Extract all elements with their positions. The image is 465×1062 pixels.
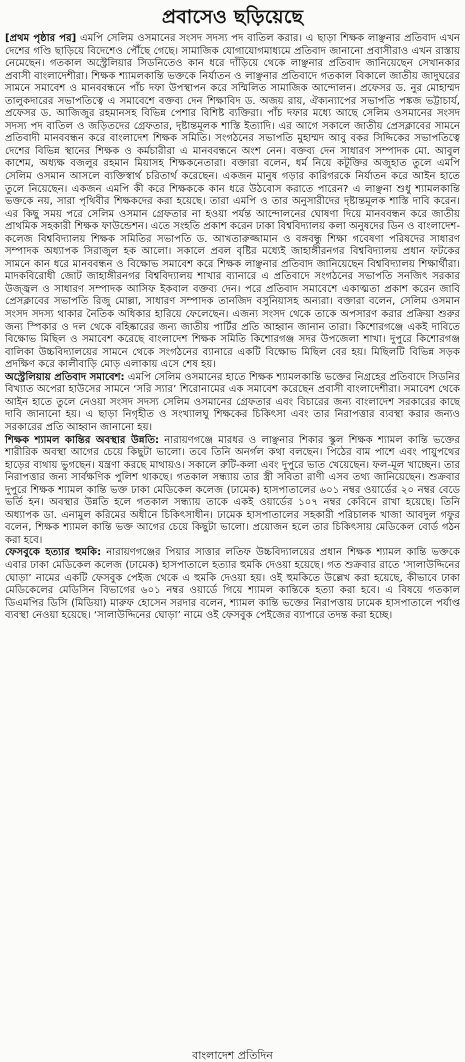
section-body-teacher-condition: নারায়ণগঞ্জে মারধর ও লাঞ্ছনার শিকার স্কুল শিক্ষক শ্যামল কান্তি ভক্তের শারীরিক অবস্থা আগের চেয়ে কিছুটা ভালো। তবে তিনি অনর্গল কথা বলছেন। পিঠের বাম পাশে এবং পায়ুপথের হাড়ের ব্যথায় ভুগছেন। যন্ত্রণা করছে মাথায়ও। সকালে রুটি-কলা এবং দুপুরে ভাত খেয়েছেন। ফল-মূল খাচ্ছেন। তার নিরাপত্তার জন্য সার্বক্ষণিক পুলিশ থাকছে। গতকাল সন্ধ্যায় তার স্ত্রী সবিতা রাণী এসব তথ্য জানিয়েছেন। শুক্রবার দুপুরে শিক্ষক শ্যামল কান্তি ভক্ত ঢাকা মেডিকেল কলেজ (ঢামেক) হাসপাতালের ৬০১ নম্বর ওয়ার্ডের ২০ নম্বর বেডে ভর্তি হন। অবস্থার উন্নতি হলে গতকাল সন্ধ্যায় তাকে একই ওয়ার্ডের ১০৭ নম্বর কেবিনে রাখা হয়েছে। তিনি অধ্যাপক ডা. এনামুল করিমের অধীনে চিকিৎসাধীন। ঢামেক হাসপাতালের সহকারী পরিচালক খাজা আবদুল গফুর বলেন, শিক্ষক শ্যামল কান্তি ভক্ত আগের চেয়ে কিছুটা ভালো। প্রয়োজন হলে তার চিকিৎসায় মেডিকেল বোর্ড গঠন করা হবে। — [5, 434, 460, 546]
article-body — [5, 33, 460, 623]
section-heading-teacher-condition: শিক্ষক শ্যামল কান্তির অবস্থার উন্নতি: — [5, 434, 160, 446]
section-heading-australia: অস্ট্রেলিয়ায় প্রতিবাদ সমাবেশ: — [5, 371, 125, 383]
lead-text: এমপি সেলিম ওসমানের সংসদ সদস্য পদ বাতিল করার। এ ছাড়া শিক্ষক লাঞ্ছনার প্রতিবাদ এখন দেশের গণ্ডি ছাড়িয়ে বিদেশেও পৌঁছে গেছে। সামাজিক যোগাযোগমাধ্যমে প্রতিবাদ জানানো প্রবাসীরাও এখন রাস্তায় নেমেছেন। গতকাল অস্ট্রেলিয়ার সিডনিতেও কান ধরে দাঁড়িয়ে থেকে লাঞ্ছনার প্রতিবাদ জানিয়েছেন সেখানকার প্রবাসী বাংলাদেশীরা। শিক্ষক শ্যামলকান্তি ভক্তকে নির্যাতন ও লাঞ্ছনার প্রতিবাদে গতকাল বিকালে জাতীয় জাদুঘরের সামনে সমাবেশ ও মানববন্ধনে পাঁচ দফা উপস্থাপন করে সম্মিলিত সামাজিক আন্দোলন। প্রফেসর ড. নুর মোহাম্মদ তালুকদারের সভাপতিত্বে এ সমাবেশে বক্তব্য দেন শিক্ষাবিদ ড. অজয় রায়, ঐক্যন্যাপের সভাপতি পঙ্কজ ভট্টাচার্য, প্রফেসর ড. আজিজুর রহমানসহ বিভিন্ন পেশার বিশিষ্ট ব্যক্তিরা। পাঁচ দফার মধ্যে আছে সেলিম ওসমানের সংসদ সদস্য পদ বাতিল ও জড়িতদের গ্রেফতার, দৃষ্টান্তমূলক শাস্তি ইত্যাদি। এর আগে সকালে জাতীয় প্রেসক্লাবের সামনে প্রতিবাদী মানববন্ধন করে বাংলাদেশ শিক্ষক সমিতি। সংগঠনের সভাপতি মুহাম্মদ আবু বকর সিদ্দিকের সভাপতিত্বে দেশের বিভিন্ন স্থানের শিক্ষক ও কর্মচারীরা এ মানববন্ধনে অংশ নেন। বক্তব্য দেন সাধারণ সম্পাদক মো. আবুল কাশেম, অধ্যক্ষ বজলুর রহমান মিয়াসহ শিক্ষকনেতারা। বক্তারা বলেন, ধর্ম নিয়ে কটূক্তির অজুহাত তুলে এমপি সেলিম ওসমান আসলে ব্যক্তিস্বার্থ চরিতার্থ করেছেন। একজন মানুষ গড়ার কারিগরকে নির্যাতন করে আইন হাতে তুলে নিয়েছেন। একজন এমপি কী করে শিক্ষককে কান ধরে উঠবোস করাতে পারেন? এ লাঞ্ছনা শুধু শ্যামলকান্তি ভক্তকে নয়, সারা পৃথিবীর শিক্ষকদের করা হয়েছে। তারা এমপি ও তার অনুসারীদের দৃষ্টান্তমূলক শাস্তি দাবি করেন। এর কিছু সময় পরে সেলিম ওসমান গ্রেফতার না হওয়া পর্যন্ত আন্দোলনের ঘোষণা দিয়ে মানববন্ধন করে জাতীয় প্রাথমিক সহকারী শিক্ষক ফাউন্ডেশন। এতে সংহতি প্রকাশ করেন ঢাকা বিশ্ববিদ্যালয় কলা অনুষদের ডিন ও বাংলাদেশ-কলেজ বিশ্ববিদ্যালয় শিক্ষক সমিতির সভাপতি ড. আখতারুজ্জামান ও বঙ্গবন্ধু শিক্ষা গবেষণা পরিষদের সাধারণ সম্পাদক অধ্যাপক সিরাজুল হক আলো। সকালে প্রবল বৃষ্টির মধ্যেই জাহাঙ্গীরনগর বিশ্ববিদ্যালয় প্রধান ফটকের সামনে কান ধরে মানববন্ধন ও বিক্ষোভ সমাবেশ করে শিক্ষক লাঞ্ছনার প্রতিবাদ জানিয়েছেন বিশ্ববিদ্যালয় শিক্ষার্থীরা। মাদকবিরোধী জোট জাহাঙ্গীরনগর বিশ্ববিদ্যালয় শাখার ব্যানারে এ প্রতিবাদে সংগঠনের সভাপতি সনজিৎ সরকার উজ্জ্বল ও সাধারণ সম্পাদক আসিফ ইকবাল বক্তব্য দেন। পরে প্রতিবাদ সমাবেশে একাত্মতা প্রকাশ করেন জাবি প্রেসক্লাবের সভাপতি রিজু মোল্লা, সাধারণ সম্পাদক তানজিদ বসুনিয়াসহ অন্যরা। বক্তারা বলেন, সেলিম ওসমান সংসদ সদস্য থাকার নৈতিক অধিকার হারিয়ে ফেলেছেন। এজন্য সংসদ থেকে তাকে অপসারণ করার প্রক্রিয়া শুরুর জন্য স্পিকার ও দল থেকে বহিষ্কারের জন্য জাতীয় পার্টির প্রতি আহ্বান জানান তারা। কিশোরগঞ্জে একই দাবিতে বিক্ষোভ মিছিল ও সমাবেশ করেছে বাংলাদেশ শিক্ষক সমিতি কিশোরগঞ্জ সদর উপজেলা শাখা। দুপুরে কিশোরগঞ্জ বালিকা উচ্চবিদ্যালয়ের সামনে থেকে সংগঠনের ব্যানারে একটি বিক্ষোভ মিছিল বের হয়। মিছিলটি বিভিন্ন সড়ক প্রদক্ষিণ করে কালীবাড়ি মোড় এলাকায় এসে শেষ হয়। — [5, 33, 460, 371]
headline: প্রবাসেও ছড়িয়েছে — [161, 6, 304, 28]
dateline: [প্রথম পৃষ্ঠার পর] — [5, 33, 77, 44]
cropped-next-line: বাংলাদেশ প্রতিদিন — [192, 1049, 273, 1062]
section-teacher-condition — [5, 435, 460, 548]
lead-paragraph — [5, 33, 460, 372]
section-body-facebook-threat: নারায়ণগঞ্জের পিয়ার সাত্তার লতিফ উচ্চবিদ্যালয়ের প্রধান শিক্ষক শ্যামল কান্তি ভক্তকে এবার ঢাকা মেডিকেল কলেজ (ঢামেক) হাসপাতালে হত্যার হুমকি দেওয়া হয়েছে। গত শুক্রবার রাতে ‘সালাউদ্দিনের ঘোড়া’ নামের একটি ফেসবুক পেইজ থেকে এ হুমকি দেওয়া হয়। ওই হুমকিতে উল্লেখ করা হয়েছে, কীভাবে ঢাকা মেডিকেলের মেডিসিন বিভাগের ৬০১ নম্বর ওয়ার্ডে গিয়ে শ্যামল কান্তিকে হত্যা করা হবে। এ বিষয়ে গতকাল ডিএমপির ডিসি (মিডিয়া) মারুফ হোসেন সরদার বলেন, শ্যামল কান্তি ভক্তের নিরাপত্তায় ঢামেক হাসপাতালে পর্যাপ্ত ব্যবস্থা নেওয়া হয়েছে। ‘সালাউদ্দিনের ঘোড়া’ নামে ওই ফেসবুক পেইজের ব্যাপারে তদন্ত করা হচ্ছে। — [5, 547, 460, 622]
section-australia — [5, 372, 460, 435]
section-facebook-threat — [5, 547, 460, 622]
section-heading-facebook-threat: ফেসবুকে হত্যার হুমকি: — [5, 547, 102, 559]
section-body-australia: এমপি সেলিম ওসমানের হাতে শিক্ষক শ্যামলকান্তি ভক্তের নিগ্রহের প্রতিবাদে সিডনির বিখ্যাত অপেরা হাউসের সামনে ‘সরি স্যার’ শিরোনামের এক সমাবেশ করেছেন প্রবাসী বাংলাদেশীরা। সমাবেশ থেকে আইন হাতে তুলে নেওয়া সংসদ সদস্য সেলিম ওসমানের গ্রেফতার এবং বিচারের জন্য বাংলাদেশ সরকারের কাছে দাবি জানানো হয়। এ ছাড়া নিগৃহীত ও সংখ্যালঘু শিক্ষকের চিকিৎসা এবং তার নিরাপত্তার ব্যবস্থা করার জন্যও সরকারের প্রতি আহ্বান জানানো হয়। — [5, 371, 460, 433]
